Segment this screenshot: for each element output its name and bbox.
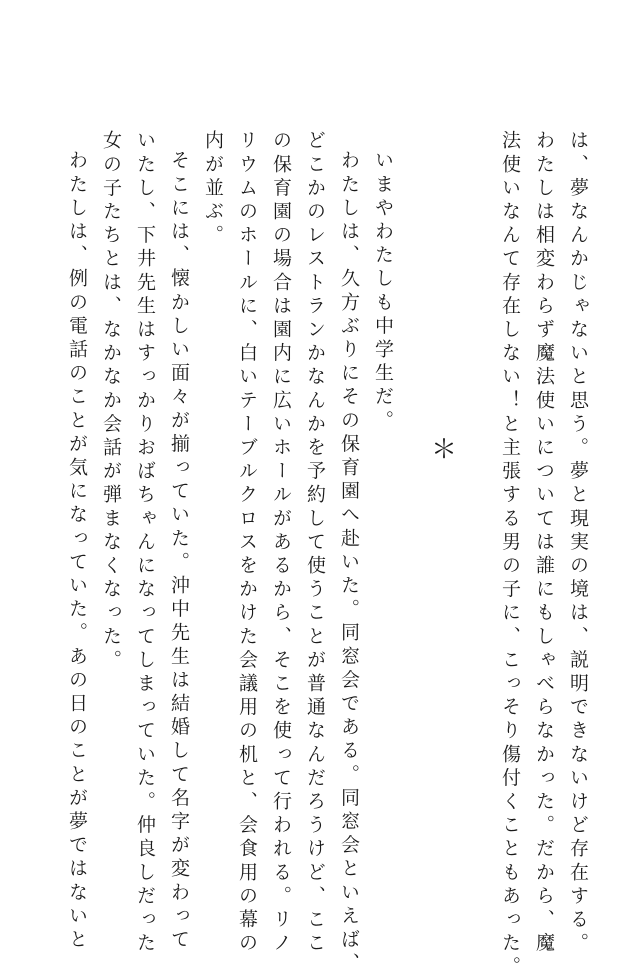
text-line: リウムのホールに、白いテーブルクロスをかけた会議用の机と、会食用の幕の [236,130,258,956]
text-line: そこには、懐かしい面々が揃っていた。沖中先生は結婚して名字が変わって [168,150,190,953]
text-line: いたし、下井先生はすっかりおばちゃんになってしまっていた。仲良しだった [134,130,156,956]
text-line: は、夢なんかじゃないと思う。夢と現実の境は、説明できないけど存在する。 [567,130,589,956]
text-line: わたしは、例の電話のことが気になっていた。あの日のことが夢ではないと [66,150,88,953]
text-line: わたしは、久方ぶりにその保育園へ赴いた。同窓会である。同窓会といえば、 [338,150,360,976]
text-line: 法使いなんて存在しない！と主張する男の子に、こっそり傷付くこともあった。 [499,130,521,980]
text-line: の保育園の場合は園内に広いホールがあるから、そこを使って行われる。リノ [270,130,292,956]
text-line: 内が並ぶ。 [202,130,224,248]
text-line: いまやわたしも中学生だ。 [372,150,394,434]
text-line: どこかのレストランかなんかを予約して使うことが普通なんだろうけど、ここ [304,130,326,956]
section-separator: ＊ [430,435,457,465]
text-line: 女の子たちとは、なかなか会話が弾まなくなった。 [100,130,122,673]
text-line: わたしは相変わらず魔法使いについては誰にもしゃべらなかった。だから、魔 [533,130,555,956]
